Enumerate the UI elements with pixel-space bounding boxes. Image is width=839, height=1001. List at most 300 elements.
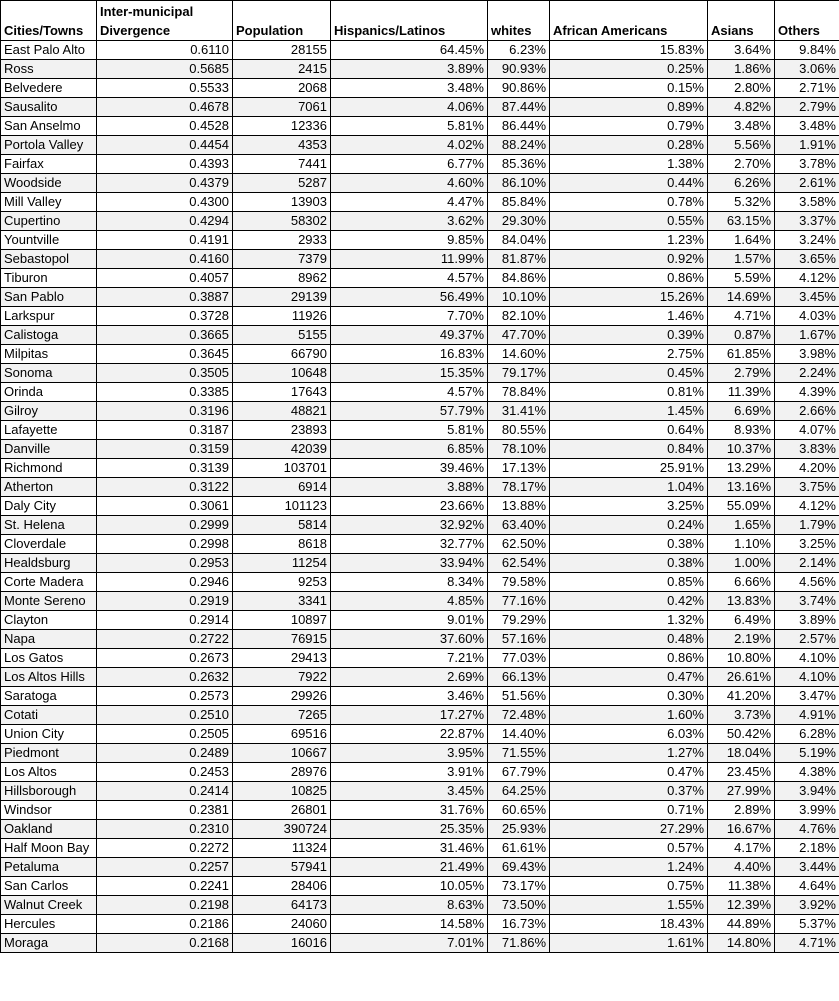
table-row [1, 364, 839, 383]
hispanics-cell: 8.63% [331, 896, 488, 915]
asians-cell: 3.73% [708, 706, 775, 725]
hispanics-cell: 4.47% [331, 193, 488, 212]
table-row [1, 174, 839, 193]
asians-cell: 26.61% [708, 668, 775, 687]
whites-cell: 25.93% [488, 820, 550, 839]
table-row [1, 592, 839, 611]
asians-cell: 55.09% [708, 497, 775, 516]
whites-cell: 78.10% [488, 440, 550, 459]
asians-cell: 63.15% [708, 212, 775, 231]
population-cell: 64173 [233, 896, 331, 915]
hispanics-cell: 9.01% [331, 611, 488, 630]
african-americans-cell: 0.42% [550, 592, 708, 611]
asians-cell: 44.89% [708, 915, 775, 934]
others-cell: 3.65% [775, 250, 839, 269]
table-row [1, 877, 839, 896]
city-cell: Hillsborough [1, 782, 97, 801]
population-cell: 69516 [233, 725, 331, 744]
african-americans-cell: 15.83% [550, 41, 708, 60]
table-row [1, 79, 839, 98]
divergence-cell: 0.4528 [97, 117, 233, 136]
city-cell: Hercules [1, 915, 97, 934]
table-row [1, 155, 839, 174]
divergence-cell: 0.3159 [97, 440, 233, 459]
city-cell: Tiburon [1, 269, 97, 288]
whites-cell: 73.50% [488, 896, 550, 915]
divergence-cell: 0.2999 [97, 516, 233, 535]
hispanics-cell: 25.35% [331, 820, 488, 839]
asians-cell: 11.38% [708, 877, 775, 896]
population-cell: 7265 [233, 706, 331, 725]
hispanics-cell: 5.81% [331, 421, 488, 440]
table-row [1, 383, 839, 402]
divergence-cell: 0.2381 [97, 801, 233, 820]
hispanics-cell: 22.87% [331, 725, 488, 744]
header-divergence: Inter-municipal Divergence [97, 1, 233, 41]
table-row [1, 630, 839, 649]
population-cell: 28406 [233, 877, 331, 896]
others-cell: 3.99% [775, 801, 839, 820]
others-cell: 4.12% [775, 497, 839, 516]
hispanics-cell: 3.62% [331, 212, 488, 231]
hispanics-cell: 3.46% [331, 687, 488, 706]
hispanics-cell: 64.45% [331, 41, 488, 60]
population-cell: 12336 [233, 117, 331, 136]
asians-cell: 6.26% [708, 174, 775, 193]
population-cell: 28976 [233, 763, 331, 782]
african-americans-cell: 0.39% [550, 326, 708, 345]
divergence-cell: 0.2505 [97, 725, 233, 744]
city-cell: Los Altos Hills [1, 668, 97, 687]
whites-cell: 79.29% [488, 611, 550, 630]
others-cell: 5.19% [775, 744, 839, 763]
population-cell: 7922 [233, 668, 331, 687]
city-cell: Los Gatos [1, 649, 97, 668]
divergence-cell: 0.3122 [97, 478, 233, 497]
asians-cell: 2.19% [708, 630, 775, 649]
city-cell: Cupertino [1, 212, 97, 231]
asians-cell: 2.89% [708, 801, 775, 820]
others-cell: 4.20% [775, 459, 839, 478]
population-cell: 57941 [233, 858, 331, 877]
asians-cell: 16.67% [708, 820, 775, 839]
asians-cell: 1.57% [708, 250, 775, 269]
hispanics-cell: 3.91% [331, 763, 488, 782]
hispanics-cell: 49.37% [331, 326, 488, 345]
african-americans-cell: 27.29% [550, 820, 708, 839]
hispanics-cell: 16.83% [331, 345, 488, 364]
whites-cell: 62.50% [488, 535, 550, 554]
whites-cell: 13.88% [488, 497, 550, 516]
hispanics-cell: 4.02% [331, 136, 488, 155]
whites-cell: 78.17% [488, 478, 550, 497]
whites-cell: 17.13% [488, 459, 550, 478]
whites-cell: 71.55% [488, 744, 550, 763]
population-cell: 16016 [233, 934, 331, 953]
asians-cell: 13.29% [708, 459, 775, 478]
city-cell: Orinda [1, 383, 97, 402]
table-row [1, 839, 839, 858]
others-cell: 2.18% [775, 839, 839, 858]
hispanics-cell: 2.69% [331, 668, 488, 687]
table-row [1, 554, 839, 573]
others-cell: 3.94% [775, 782, 839, 801]
divergence-cell: 0.2953 [97, 554, 233, 573]
divergence-cell: 0.2241 [97, 877, 233, 896]
others-cell: 3.98% [775, 345, 839, 364]
others-cell: 2.57% [775, 630, 839, 649]
others-cell: 1.67% [775, 326, 839, 345]
whites-cell: 14.60% [488, 345, 550, 364]
african-americans-cell: 0.64% [550, 421, 708, 440]
city-cell: Clayton [1, 611, 97, 630]
city-cell: Ross [1, 60, 97, 79]
asians-cell: 11.39% [708, 383, 775, 402]
hispanics-cell: 4.57% [331, 269, 488, 288]
table-row [1, 934, 839, 953]
hispanics-cell: 7.21% [331, 649, 488, 668]
whites-cell: 71.86% [488, 934, 550, 953]
asians-cell: 27.99% [708, 782, 775, 801]
divergence-cell: 0.2673 [97, 649, 233, 668]
others-cell: 9.84% [775, 41, 839, 60]
asians-cell: 14.80% [708, 934, 775, 953]
population-cell: 48821 [233, 402, 331, 421]
asians-cell: 5.59% [708, 269, 775, 288]
asians-cell: 6.69% [708, 402, 775, 421]
divergence-cell: 0.2573 [97, 687, 233, 706]
header-hispanics: Hispanics/Latinos [331, 1, 488, 41]
african-americans-cell: 1.38% [550, 155, 708, 174]
african-americans-cell: 0.37% [550, 782, 708, 801]
table-row [1, 440, 839, 459]
table-row [1, 345, 839, 364]
others-cell: 1.91% [775, 136, 839, 155]
population-cell: 17643 [233, 383, 331, 402]
divergence-cell: 0.3728 [97, 307, 233, 326]
city-cell: Calistoga [1, 326, 97, 345]
hispanics-cell: 32.77% [331, 535, 488, 554]
divergence-cell: 0.3139 [97, 459, 233, 478]
hispanics-cell: 39.46% [331, 459, 488, 478]
table-row [1, 858, 839, 877]
population-cell: 42039 [233, 440, 331, 459]
others-cell: 3.74% [775, 592, 839, 611]
population-cell: 2415 [233, 60, 331, 79]
african-americans-cell: 1.46% [550, 307, 708, 326]
population-cell: 10897 [233, 611, 331, 630]
header-asians: Asians [708, 1, 775, 41]
others-cell: 5.37% [775, 915, 839, 934]
whites-cell: 82.10% [488, 307, 550, 326]
population-cell: 24060 [233, 915, 331, 934]
city-cell: Napa [1, 630, 97, 649]
population-cell: 29926 [233, 687, 331, 706]
hispanics-cell: 3.45% [331, 782, 488, 801]
asians-cell: 3.64% [708, 41, 775, 60]
table-row [1, 402, 839, 421]
whites-cell: 84.86% [488, 269, 550, 288]
header-african-americans: African Americans [550, 1, 708, 41]
others-cell: 3.37% [775, 212, 839, 231]
others-cell: 3.45% [775, 288, 839, 307]
whites-cell: 60.65% [488, 801, 550, 820]
divergence-cell: 0.5685 [97, 60, 233, 79]
city-cell: San Pablo [1, 288, 97, 307]
others-cell: 2.24% [775, 364, 839, 383]
whites-cell: 84.04% [488, 231, 550, 250]
asians-cell: 6.66% [708, 573, 775, 592]
city-cell: Sonoma [1, 364, 97, 383]
african-americans-cell: 0.25% [550, 60, 708, 79]
divergence-cell: 0.3505 [97, 364, 233, 383]
table-row [1, 136, 839, 155]
asians-cell: 8.93% [708, 421, 775, 440]
others-cell: 3.24% [775, 231, 839, 250]
table-row [1, 516, 839, 535]
others-cell: 4.91% [775, 706, 839, 725]
african-americans-cell: 15.26% [550, 288, 708, 307]
others-cell: 3.75% [775, 478, 839, 497]
divergence-cell: 0.2914 [97, 611, 233, 630]
city-cell: Fairfax [1, 155, 97, 174]
divergence-cell: 0.3665 [97, 326, 233, 345]
african-americans-cell: 1.45% [550, 402, 708, 421]
table-body [1, 41, 839, 953]
population-cell: 11926 [233, 307, 331, 326]
city-cell: Saratoga [1, 687, 97, 706]
others-cell: 4.10% [775, 649, 839, 668]
asians-cell: 2.80% [708, 79, 775, 98]
hispanics-cell: 3.48% [331, 79, 488, 98]
divergence-cell: 0.2198 [97, 896, 233, 915]
table-row [1, 117, 839, 136]
table-row [1, 307, 839, 326]
whites-cell: 66.13% [488, 668, 550, 687]
others-cell: 4.38% [775, 763, 839, 782]
whites-cell: 63.40% [488, 516, 550, 535]
city-cell: Milpitas [1, 345, 97, 364]
whites-cell: 90.93% [488, 60, 550, 79]
others-cell: 4.56% [775, 573, 839, 592]
city-cell: Woodside [1, 174, 97, 193]
hispanics-cell: 33.94% [331, 554, 488, 573]
african-americans-cell: 0.48% [550, 630, 708, 649]
population-cell: 5155 [233, 326, 331, 345]
population-cell: 11254 [233, 554, 331, 573]
hispanics-cell: 5.81% [331, 117, 488, 136]
table-row [1, 212, 839, 231]
african-americans-cell: 0.78% [550, 193, 708, 212]
city-cell: Walnut Creek [1, 896, 97, 915]
divergence-cell: 0.2453 [97, 763, 233, 782]
whites-cell: 86.10% [488, 174, 550, 193]
table-row [1, 288, 839, 307]
hispanics-cell: 14.58% [331, 915, 488, 934]
asians-cell: 1.64% [708, 231, 775, 250]
population-cell: 58302 [233, 212, 331, 231]
divergence-cell: 0.3187 [97, 421, 233, 440]
asians-cell: 3.48% [708, 117, 775, 136]
whites-cell: 90.86% [488, 79, 550, 98]
asians-cell: 1.00% [708, 554, 775, 573]
population-cell: 23893 [233, 421, 331, 440]
others-cell: 3.25% [775, 535, 839, 554]
asians-cell: 5.56% [708, 136, 775, 155]
african-americans-cell: 25.91% [550, 459, 708, 478]
table-row [1, 41, 839, 60]
city-cell: Piedmont [1, 744, 97, 763]
whites-cell: 62.54% [488, 554, 550, 573]
divergence-cell: 0.2489 [97, 744, 233, 763]
city-cell: Mill Valley [1, 193, 97, 212]
hispanics-cell: 31.46% [331, 839, 488, 858]
hispanics-cell: 4.60% [331, 174, 488, 193]
african-americans-cell: 0.38% [550, 554, 708, 573]
asians-cell: 5.32% [708, 193, 775, 212]
hispanics-cell: 21.49% [331, 858, 488, 877]
others-cell: 4.64% [775, 877, 839, 896]
population-cell: 76915 [233, 630, 331, 649]
hispanics-cell: 9.85% [331, 231, 488, 250]
others-cell: 3.47% [775, 687, 839, 706]
city-cell: Moraga [1, 934, 97, 953]
table-row [1, 535, 839, 554]
whites-cell: 67.79% [488, 763, 550, 782]
asians-cell: 10.37% [708, 440, 775, 459]
divergence-cell: 0.4379 [97, 174, 233, 193]
asians-cell: 2.79% [708, 364, 775, 383]
population-cell: 103701 [233, 459, 331, 478]
table-row [1, 744, 839, 763]
whites-cell: 85.84% [488, 193, 550, 212]
hispanics-cell: 17.27% [331, 706, 488, 725]
whites-cell: 72.48% [488, 706, 550, 725]
african-americans-cell: 0.47% [550, 763, 708, 782]
city-cell: Richmond [1, 459, 97, 478]
whites-cell: 78.84% [488, 383, 550, 402]
table-row [1, 250, 839, 269]
african-americans-cell: 0.57% [550, 839, 708, 858]
population-cell: 2068 [233, 79, 331, 98]
african-americans-cell: 0.86% [550, 649, 708, 668]
table-row [1, 60, 839, 79]
others-cell: 4.76% [775, 820, 839, 839]
table-row [1, 782, 839, 801]
header-row [1, 1, 839, 41]
population-cell: 7441 [233, 155, 331, 174]
population-cell: 29413 [233, 649, 331, 668]
population-cell: 26801 [233, 801, 331, 820]
whites-cell: 31.41% [488, 402, 550, 421]
divergence-cell: 0.4057 [97, 269, 233, 288]
population-cell: 4353 [233, 136, 331, 155]
others-cell: 2.71% [775, 79, 839, 98]
divergence-cell: 0.2272 [97, 839, 233, 858]
asians-cell: 18.04% [708, 744, 775, 763]
population-cell: 11324 [233, 839, 331, 858]
hispanics-cell: 4.57% [331, 383, 488, 402]
hispanics-cell: 4.06% [331, 98, 488, 117]
hispanics-cell: 7.70% [331, 307, 488, 326]
african-americans-cell: 1.60% [550, 706, 708, 725]
hispanics-cell: 11.99% [331, 250, 488, 269]
hispanics-cell: 4.85% [331, 592, 488, 611]
divergence-cell: 0.3385 [97, 383, 233, 402]
hispanics-cell: 3.89% [331, 60, 488, 79]
african-americans-cell: 3.25% [550, 497, 708, 516]
table-row [1, 725, 839, 744]
divergence-cell: 0.2510 [97, 706, 233, 725]
city-cell: Cloverdale [1, 535, 97, 554]
african-americans-cell: 0.44% [550, 174, 708, 193]
others-cell: 4.03% [775, 307, 839, 326]
others-cell: 3.78% [775, 155, 839, 174]
table-row [1, 497, 839, 516]
african-americans-cell: 1.27% [550, 744, 708, 763]
population-cell: 101123 [233, 497, 331, 516]
divergence-cell: 0.2919 [97, 592, 233, 611]
population-cell: 3341 [233, 592, 331, 611]
table-row [1, 915, 839, 934]
whites-cell: 79.58% [488, 573, 550, 592]
population-cell: 5814 [233, 516, 331, 535]
city-cell: Larkspur [1, 307, 97, 326]
asians-cell: 41.20% [708, 687, 775, 706]
others-cell: 2.66% [775, 402, 839, 421]
asians-cell: 50.42% [708, 725, 775, 744]
african-americans-cell: 1.61% [550, 934, 708, 953]
others-cell: 4.10% [775, 668, 839, 687]
population-cell: 7379 [233, 250, 331, 269]
city-cell: Healdsburg [1, 554, 97, 573]
others-cell: 2.79% [775, 98, 839, 117]
city-cell: Sebastopol [1, 250, 97, 269]
whites-cell: 86.44% [488, 117, 550, 136]
african-americans-cell: 0.86% [550, 269, 708, 288]
divergence-cell: 0.2414 [97, 782, 233, 801]
city-cell: Union City [1, 725, 97, 744]
hispanics-cell: 56.49% [331, 288, 488, 307]
asians-cell: 4.40% [708, 858, 775, 877]
hispanics-cell: 3.95% [331, 744, 488, 763]
african-americans-cell: 0.30% [550, 687, 708, 706]
population-cell: 8962 [233, 269, 331, 288]
whites-cell: 73.17% [488, 877, 550, 896]
whites-cell: 51.56% [488, 687, 550, 706]
table-row [1, 269, 839, 288]
header-cities: Cities/Towns [1, 1, 97, 41]
table-row [1, 763, 839, 782]
table-row [1, 896, 839, 915]
hispanics-cell: 37.60% [331, 630, 488, 649]
divergence-cell: 0.4160 [97, 250, 233, 269]
divergence-cell: 0.3196 [97, 402, 233, 421]
african-americans-cell: 2.75% [550, 345, 708, 364]
table-row [1, 611, 839, 630]
asians-cell: 6.49% [708, 611, 775, 630]
african-americans-cell: 1.32% [550, 611, 708, 630]
african-americans-cell: 0.47% [550, 668, 708, 687]
population-cell: 6914 [233, 478, 331, 497]
african-americans-cell: 0.71% [550, 801, 708, 820]
hispanics-cell: 8.34% [331, 573, 488, 592]
table-row [1, 801, 839, 820]
hispanics-cell: 23.66% [331, 497, 488, 516]
population-cell: 7061 [233, 98, 331, 117]
hispanics-cell: 7.01% [331, 934, 488, 953]
others-cell: 3.92% [775, 896, 839, 915]
